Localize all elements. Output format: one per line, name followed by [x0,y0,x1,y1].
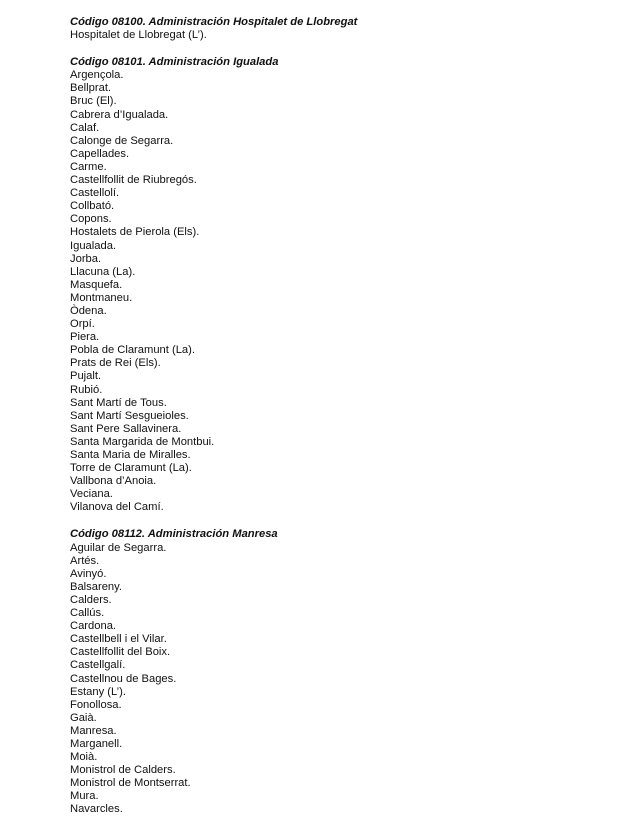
municipality-item: Masquefa. [70,278,123,291]
municipality-item: Montmaneu. [70,291,133,304]
municipality-item: Collbató. [70,200,115,213]
municipality-item: Cabrera d’Igualada. [70,108,169,121]
municipality-item: Avinyó. [70,567,107,580]
municipality-item: Pobla de Claramunt (La). [70,344,195,357]
municipality-item: Veciana. [70,488,113,501]
municipality-item: Moià. [70,751,98,764]
section-manresa [70,528,630,816]
municipality-item: Calonge de Segarra. [70,134,174,147]
municipality-item: Hospitalet de Llobregat (L’). [70,29,207,42]
municipality-item: Navarcles. [70,803,123,816]
municipality-item: Sant Pere Sallavinera. [70,422,182,435]
municipality-item: Copons. [70,213,112,226]
municipality-item: Castellfollit del Boix. [70,646,171,659]
municipality-item: Vallbona d’Anoia. [70,475,157,488]
municipality-item: Fonollosa. [70,698,122,711]
municipality-item: Bellprat. [70,82,112,95]
municipality-item: Torre de Claramunt (La). [70,462,192,475]
municipality-list [70,542,630,817]
municipality-item: Jorba. [70,252,102,265]
municipality-item: Castellfollit de Riubregós. [70,174,197,187]
municipality-item: Castellnou de Bages. [70,672,177,685]
municipality-item: Balsareny. [70,580,123,593]
municipality-item: Marganell. [70,737,123,750]
municipality-item: Monistrol de Montserrat. [70,777,191,790]
municipality-item: Capellades. [70,147,130,160]
municipality-item: Pujalt. [70,370,102,383]
municipality-item: Sant Martí Sesgueioles. [70,409,189,422]
municipality-item: Hostalets de Pierola (Els). [70,226,200,239]
municipality-item: Rubió. [70,383,103,396]
municipality-item: Vilanova del Camí. [70,501,164,514]
municipality-item: Callús. [70,607,105,620]
municipality-item: Castellgalí. [70,659,126,672]
municipality-item: Argençola. [70,69,124,82]
municipality-list [70,29,630,42]
municipality-list [70,69,630,514]
municipality-item: Monistrol de Calders. [70,764,176,777]
municipality-item: Castellbell i el Vilar. [70,633,167,646]
section-heading: Código 08112. Administración Manresa [70,528,278,541]
municipality-item: Mura. [70,790,99,803]
municipality-item: Sant Martí de Tous. [70,396,167,409]
municipality-item: Calders. [70,593,112,606]
municipality-item: Estany (L’). [70,685,126,698]
municipality-item: Igualada. [70,239,117,252]
section-heading: Código 08101. Administración Igualada [70,56,279,69]
section-heading: Código 08100. Administración Hospitalet de Llobregat [70,16,358,28]
municipality-item: Aguilar de Segarra. [70,541,167,554]
municipality-item: Llacuna (La). [70,265,136,278]
municipality-item: Bruc (El). [70,95,117,108]
municipality-item: Artés. [70,554,100,567]
municipality-item: Manresa. [70,724,117,737]
municipality-item: Santa Margarida de Montbui. [70,435,215,448]
municipality-item: Santa Maria de Miralles. [70,449,191,461]
section-hospitalet [70,16,630,42]
section-igualada [70,56,630,514]
municipality-item: Carme. [70,160,107,173]
municipality-item: Piera. [70,331,100,344]
municipality-item: Calaf. [70,121,100,134]
municipality-item: Castellolí. [70,187,120,200]
municipality-item: Prats de Rei (Els). [70,357,161,370]
municipality-item: Gaià. [70,711,97,724]
document-page [70,16,630,831]
municipality-item: Orpí. [70,318,95,331]
municipality-item: Cardona. [70,620,117,633]
municipality-item: Òdena. [70,304,107,317]
